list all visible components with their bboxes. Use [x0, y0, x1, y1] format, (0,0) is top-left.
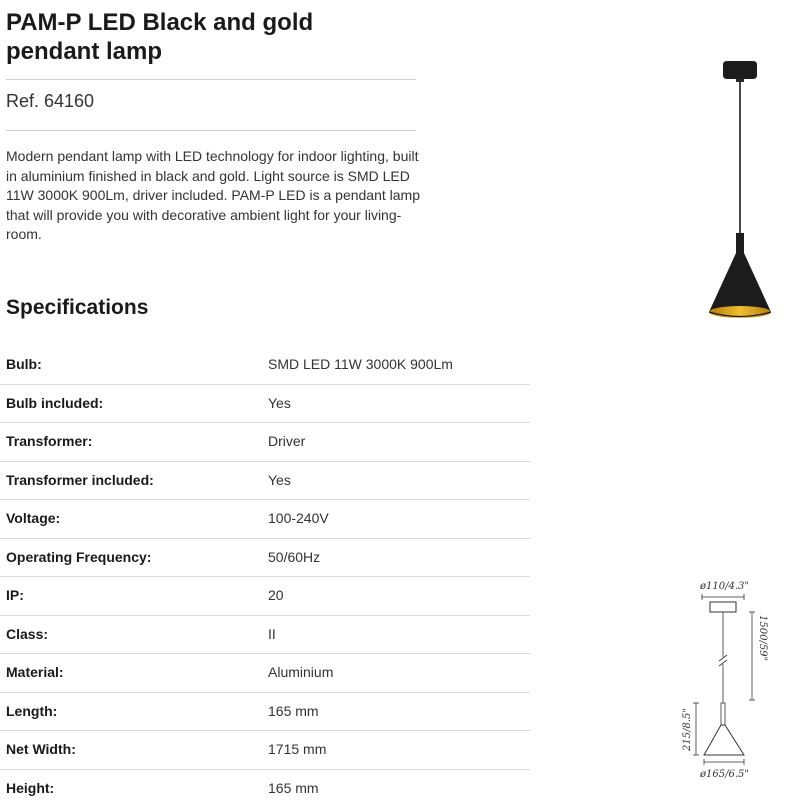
spec-row-bulb-included [0, 385, 530, 424]
spec-label: Transformer: [6, 433, 92, 449]
spec-row-operating-frequency [0, 539, 530, 578]
spec-label: Voltage: [6, 510, 60, 526]
product-image [690, 55, 790, 325]
spec-row-length [0, 693, 530, 732]
spec-value: Aluminium [268, 664, 333, 680]
product-description: Modern pendant lamp with LED technology for indoor lighting, built in aluminium finished in black and gold. Light source is SMD LED 11W 3000K 900Lm, driver included. PAM-P LED is a pendant lamp that will provide you with decorative ambient light for your living-room. [6, 147, 421, 245]
divider [6, 130, 416, 131]
dimension-diagram [660, 575, 800, 795]
spec-value: 165 mm [268, 703, 319, 719]
spec-label: Class: [6, 626, 48, 642]
spec-label: Bulb included: [6, 395, 103, 411]
spec-value: 50/60Hz [268, 549, 320, 565]
spec-row-bulb [0, 346, 530, 385]
spec-label: IP: [6, 587, 24, 603]
spec-label: Operating Frequency: [6, 549, 151, 565]
spec-value: 100-240V [268, 510, 329, 526]
spec-row-net-width [0, 731, 530, 770]
spec-label: Height: [6, 780, 54, 796]
canopy-dimension-label: ø110/4.3" [699, 581, 749, 592]
spec-label: Net Width: [6, 741, 76, 757]
spec-row-transformer [0, 423, 530, 462]
spec-value: Driver [268, 433, 305, 449]
spec-value: II [268, 626, 276, 642]
spec-label: Transformer included: [6, 472, 154, 488]
spec-row-voltage [0, 500, 530, 539]
spec-value: 165 mm [268, 780, 319, 796]
spec-row-ip [0, 577, 530, 616]
product-reference: Ref. 64160 [6, 91, 94, 112]
spec-label: Material: [6, 664, 64, 680]
spec-label: Bulb: [6, 356, 42, 372]
spec-value: 1715 mm [268, 741, 326, 757]
specifications-heading: Specifications [6, 296, 148, 320]
spec-value: 20 [268, 587, 284, 603]
divider [6, 79, 416, 80]
spec-row-height [0, 770, 530, 807]
specifications-table [0, 346, 530, 807]
spec-value: SMD LED 11W 3000K 900Lm [268, 356, 453, 372]
spec-value: Yes [268, 395, 291, 411]
cable-length-label: 1500/59" [757, 615, 768, 661]
product-title: PAM-P LED Black and gold pendant lamp [6, 8, 406, 66]
spec-label: Length: [6, 703, 57, 719]
spec-value: Yes [268, 472, 291, 488]
spec-row-transformer-included [0, 462, 530, 501]
shade-diameter-label: ø165/6.5" [699, 769, 749, 780]
spec-row-class [0, 616, 530, 655]
shade-height-label: 215/8.5" [682, 708, 693, 752]
spec-row-material [0, 654, 530, 693]
